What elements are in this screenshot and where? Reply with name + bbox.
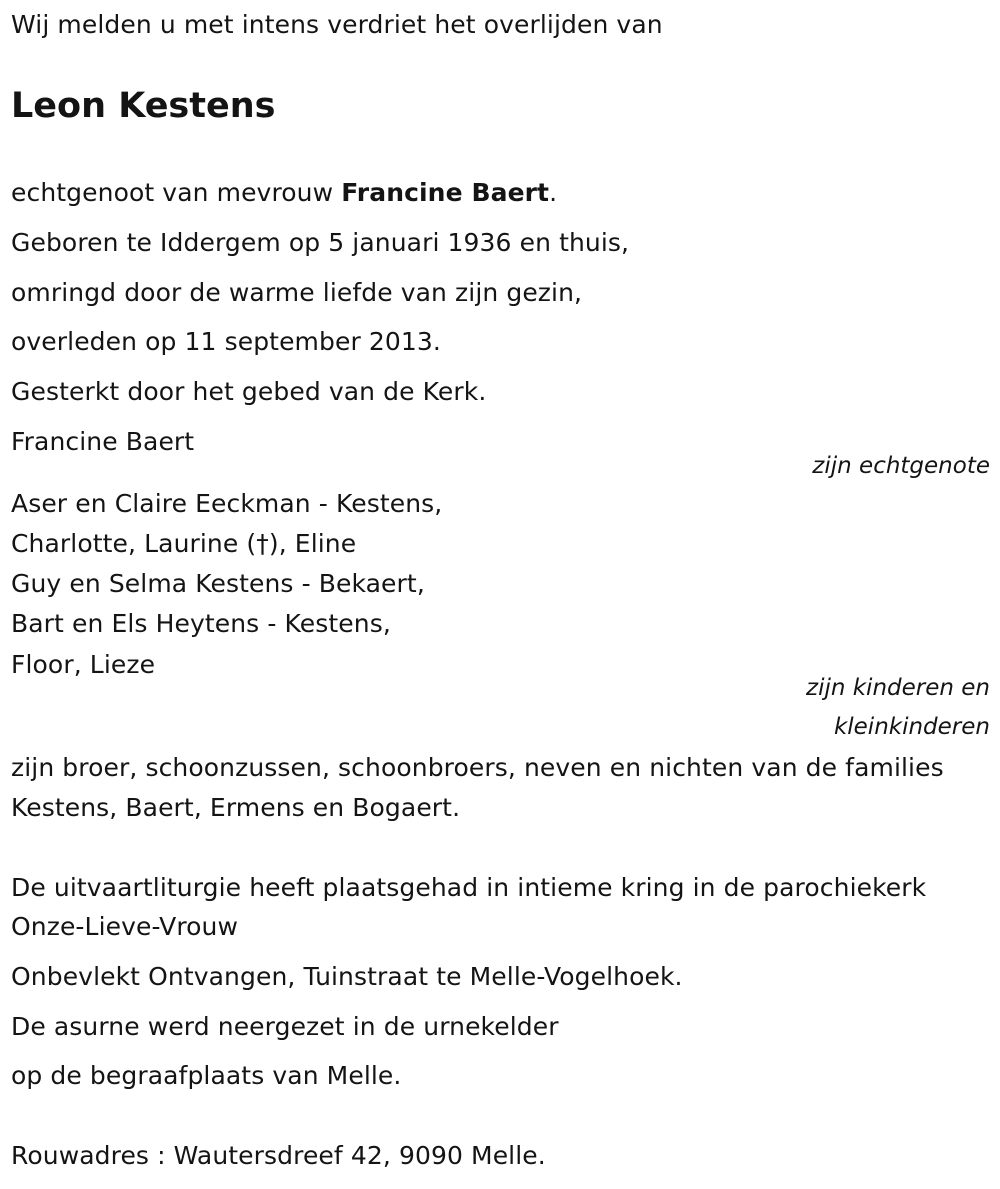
birth-line: Geboren te Iddergem op 5 januari 1936 en thuis, [11,228,630,257]
funeral-line: De asurne werd neergezet in de urnekelder [11,1012,559,1041]
children-line: Bart en Els Heytens - Kestens, [11,609,391,638]
funeral-line: op de begraafplaats van Melle. [11,1061,402,1090]
family-line: zijn broer, schoonzussen, schoonbroers, neven en nichten van de families [11,753,944,782]
mourner-spouse-role: zijn echtgenote [812,453,990,479]
church-line: Gesterkt door het gebed van de Kerk. [11,377,487,406]
children-line: Aser en Claire Eeckman - Kestens, [11,489,443,518]
deceased-name: Leon Kestens [11,86,276,126]
family-love-line: omringd door de warme liefde van zijn gezin, [11,278,583,307]
children-line: Charlotte, Laurine (†), Eline [11,529,357,558]
funeral-line: De uitvaartliturgie heeft plaatsgehad in intieme kring in de parochiekerk [11,873,927,902]
mourning-address: Rouwadres : Wautersdreef 42, 9090 Melle. [11,1141,546,1170]
children-role-line: zijn kinderen en [806,675,990,701]
mourner-spouse-name: Francine Baert [11,427,195,456]
spouse-line [11,177,557,209]
family-line: Kestens, Baert, Ermens en Bogaert. [11,793,461,822]
funeral-line: Onze-Lieve-Vrouw [11,912,239,941]
children-line: Floor, Lieze [11,650,156,679]
funeral-line: Onbevlekt Ontvangen, Tuinstraat te Melle-Vogelhoek. [11,962,683,991]
children-line: Guy en Selma Kestens - Bekaert, [11,569,425,598]
intro-text: Wij melden u met intens verdriet het overlijden van [11,10,663,39]
spouse-line-prefix: echtgenoot van mevrouw [11,178,342,207]
death-date-line: overleden op 11 september 2013. [11,327,441,356]
spouse-line-suffix: . [549,178,558,207]
spouse-name: Francine Baert [341,178,550,207]
children-role-line: kleinkinderen [833,714,990,740]
